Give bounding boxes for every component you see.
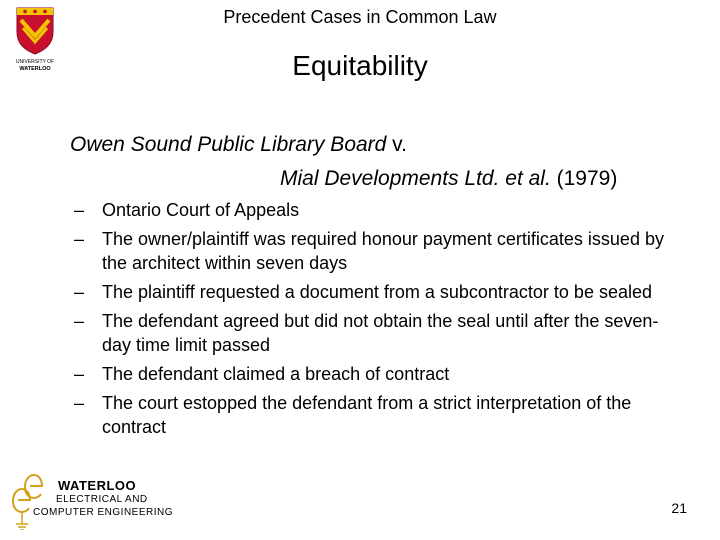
list-item-text: The defendant claimed a breach of contract	[102, 364, 450, 384]
case-party-2: Mial Developments Ltd. et al.	[280, 167, 551, 190]
ece-ee-logo	[8, 474, 60, 530]
bullet-dash: –	[74, 393, 85, 413]
footer-dept-line2: COMPUTER ENGINEERING	[33, 507, 174, 518]
list-item-text: The defendant agreed but did not obtain the seal until after the seven-day time limit passed	[102, 311, 659, 355]
case-name-line1	[70, 133, 407, 157]
list-item-text: The court estopped the defendant from a strict interpretation of the contract	[102, 393, 632, 437]
list-item	[74, 227, 684, 275]
list-item-text: The owner/plaintiff was required honour payment certificates issued by the architect within seven days	[102, 229, 664, 273]
list-item-text: The plaintiff requested a document from a subcontractor to be sealed	[102, 282, 652, 302]
bullet-dash: –	[74, 311, 85, 331]
bullet-dash: –	[74, 229, 85, 249]
list-item	[74, 198, 684, 222]
case-name-line2	[280, 167, 617, 191]
list-item	[74, 362, 684, 386]
crest-text-line2: WATERLOO	[19, 66, 51, 72]
case-versus: v.	[386, 133, 407, 156]
footer-waterloo: WATERLOO	[58, 478, 137, 493]
list-item	[74, 391, 684, 439]
page-number: 21	[671, 500, 687, 516]
crest-text-line1: UNIVERSITY OF	[15, 59, 55, 65]
bullet-dash: –	[74, 200, 85, 220]
slide-title: Equitability	[292, 50, 428, 81]
list-item-text: Ontario Court of Appeals	[102, 200, 300, 220]
case-party-1: Owen Sound Public Library Board	[70, 133, 387, 156]
list-item	[74, 309, 684, 357]
bullet-list	[74, 198, 684, 444]
footer-dept-line1: ELECTRICAL AND	[56, 494, 148, 505]
case-year: (1979)	[550, 167, 618, 190]
header-title: Precedent Cases in Common Law	[223, 7, 497, 27]
bullet-dash: –	[74, 282, 85, 302]
list-item	[74, 280, 684, 304]
bullet-dash: –	[74, 364, 85, 384]
